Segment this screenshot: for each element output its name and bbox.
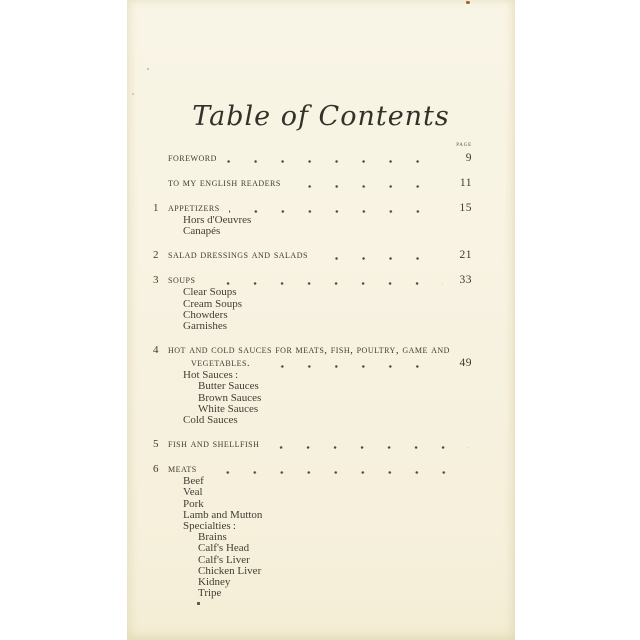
toc-subentry (153, 321, 472, 332)
toc-entry-header (153, 344, 472, 357)
toc-subentry-label: Brown Sauces (198, 391, 262, 404)
chapter-title: meats (168, 463, 197, 476)
chapter-title: to my english readers (168, 177, 281, 189)
toc-subentry-label: Pork (183, 497, 204, 510)
chapter-title: foreword (168, 152, 217, 164)
paper-speck (466, 1, 470, 4)
toc-subentry-label: Chicken Liver (198, 564, 262, 577)
paper-speck (147, 68, 149, 70)
toc-subentry (153, 415, 472, 426)
chapter-number: 5 (153, 438, 159, 451)
toc-subentry (153, 588, 472, 599)
toc-subentry-label: Butter Sauces (198, 380, 259, 393)
page-number: 9 (465, 152, 472, 164)
toc-entry (153, 249, 472, 262)
toc-subentry-label: Brains (198, 531, 227, 544)
page-column-label: page (456, 141, 472, 148)
toc-subentry-label: Beef (183, 475, 204, 488)
dot-leader (268, 446, 469, 449)
toc-entry-header (153, 249, 472, 262)
toc-subentry-label: Specialties : (183, 520, 236, 533)
dot-leader (317, 257, 443, 260)
chapter-number: 3 (153, 274, 159, 287)
page-number: 15 (459, 202, 472, 214)
toc-subentry-label: Canapés (183, 225, 221, 238)
toc-subentry-label: White Sauces (198, 402, 259, 415)
chapter-number: 6 (153, 463, 159, 476)
toc-subentry-label: Hot Sauces : (183, 369, 239, 382)
toc-entry-header (153, 152, 472, 165)
toc-subentry-label: Chowders (183, 308, 228, 321)
toc-entry (153, 344, 472, 426)
dot-leader (229, 210, 443, 213)
chapter-title: hot and cold sauces for meats, fish, poultry, game and (168, 344, 450, 357)
toc-subentry (153, 543, 472, 554)
toc-subentry-label: Lamb and Mutton (183, 508, 263, 521)
toc-entry-header (153, 177, 472, 190)
chapter-title: fish and shellfish (168, 438, 260, 451)
toc-subentry-label: Cold Sauces (183, 414, 238, 427)
page-number: 33 (459, 274, 472, 287)
dot-leader (290, 185, 443, 188)
paper-speck (132, 93, 134, 95)
page-number: 21 (459, 249, 472, 262)
dot-leader (206, 471, 469, 474)
dot-leader (226, 160, 443, 163)
paper-speck (197, 602, 200, 605)
toc-subentry-label: Clear Soups (183, 286, 237, 299)
toc-subentry-label: Kidney (198, 576, 231, 589)
toc-entry (153, 152, 472, 165)
toc-entry-header (153, 438, 472, 451)
toc-subentry-label: Tripe (198, 587, 222, 600)
chapter-title-continuation: vegetables. (191, 357, 251, 370)
dot-leader (204, 282, 443, 285)
contents-title: Table of Contents (192, 101, 450, 132)
toc-entry (153, 202, 472, 237)
toc-subentry (153, 487, 472, 498)
toc-subentry-label: Cream Soups (183, 297, 242, 310)
toc-entry (153, 177, 472, 190)
book-page (127, 0, 515, 640)
toc-subentry-label: Garnishes (183, 320, 227, 333)
toc-subentry (153, 381, 472, 392)
chapter-number: 4 (153, 344, 159, 357)
toc-entries (153, 152, 472, 599)
toc-subentry-label: Hors d'Oeuvres (183, 214, 252, 226)
toc-subentry-label: Calf's Liver (198, 553, 250, 566)
toc-entry (153, 274, 472, 332)
chapter-title: soups (168, 274, 196, 287)
toc-subentry (153, 287, 472, 298)
toc-subentry-label: Calf's Head (198, 542, 250, 555)
page-number: 11 (459, 177, 472, 189)
toc-subentry (153, 226, 472, 237)
chapter-number: 2 (153, 249, 159, 262)
toc-entry (153, 463, 472, 599)
chapter-title: salad dressings and salads (168, 249, 308, 262)
table-of-contents (153, 141, 472, 599)
toc-subentry-label: Veal (183, 486, 203, 499)
dot-leader (259, 365, 443, 368)
chapter-title: appetizers (168, 202, 220, 214)
page-number: 49 (459, 357, 472, 370)
chapter-number: 1 (153, 202, 159, 214)
toc-entry (153, 438, 472, 451)
